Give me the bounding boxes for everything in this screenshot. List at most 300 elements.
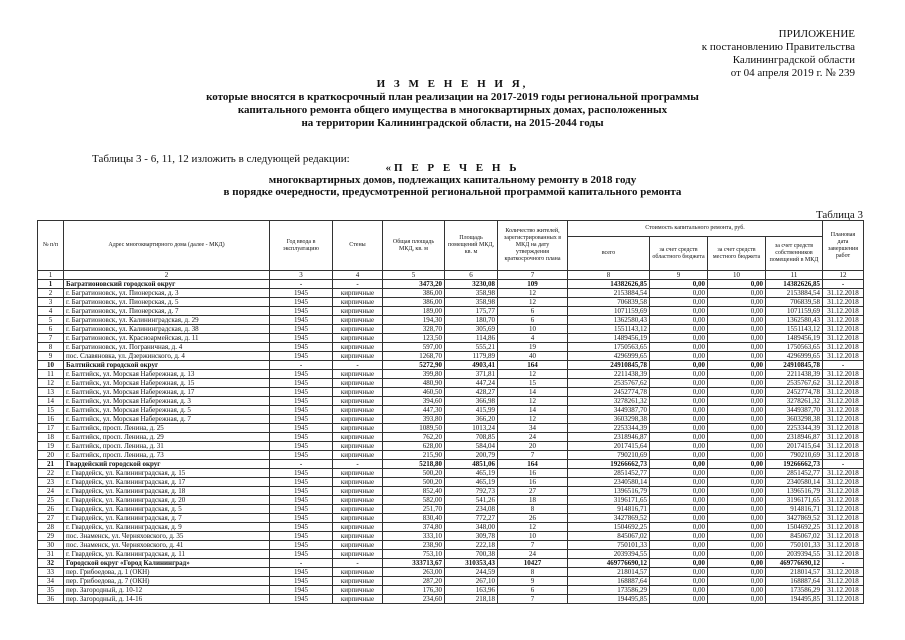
address-cell: г. Балтийск, ул. Морская Набережная, д. 5 xyxy=(64,406,270,415)
deadline-cell: - xyxy=(823,361,864,370)
address-cell: г. Гвардейск, ул. Калининградская, д. 20 xyxy=(64,496,270,505)
address-cell: г. Балтийск, ул. Морская Набережная, д. 7 xyxy=(64,415,270,424)
walls-cell: кирпичные xyxy=(333,442,383,451)
year-cell: 1945 xyxy=(270,352,333,361)
walls-cell: кирпичные xyxy=(333,334,383,343)
deadline-cell: 31.12.2018 xyxy=(823,451,864,460)
row-number: 34 xyxy=(38,577,64,586)
walls-cell: кирпичные xyxy=(333,406,383,415)
total-area-cell: 762,20 xyxy=(383,433,445,442)
cost-local-cell: 0,00 xyxy=(708,505,766,514)
cost-total-cell: 2318946,87 xyxy=(568,433,650,442)
walls-cell: кирпичные xyxy=(333,451,383,460)
year-cell: 1945 xyxy=(270,586,333,595)
room-area-cell: 772,27 xyxy=(445,514,498,523)
residents-cell: 24 xyxy=(498,433,568,442)
room-area-cell: 415,99 xyxy=(445,406,498,415)
cost-local-cell: 0,00 xyxy=(708,316,766,325)
year-cell: 1945 xyxy=(270,541,333,550)
row-number: 18 xyxy=(38,433,64,442)
table-row xyxy=(38,298,864,307)
deadline-cell: 31.12.2018 xyxy=(823,307,864,316)
walls-cell: кирпичные xyxy=(333,496,383,505)
row-number: 4 xyxy=(38,307,64,316)
table-row xyxy=(38,352,864,361)
deadline-cell: 31.12.2018 xyxy=(823,406,864,415)
deadline-cell: 31.12.2018 xyxy=(823,586,864,595)
room-area-cell: 305,69 xyxy=(445,325,498,334)
residents-cell: 8 xyxy=(498,505,568,514)
row-number: 14 xyxy=(38,397,64,406)
cost-total-cell: 2253344,39 xyxy=(568,424,650,433)
row-number: 27 xyxy=(38,514,64,523)
total-area-cell: 5272,90 xyxy=(383,361,445,370)
room-area-cell: 366,20 xyxy=(445,415,498,424)
cost-local-cell: 0,00 xyxy=(708,424,766,433)
cost-local-cell: 0,00 xyxy=(708,541,766,550)
total-area-cell: 234,60 xyxy=(383,595,445,604)
cost-regional-cell: 0,00 xyxy=(650,532,708,541)
cost-local-cell: 0,00 xyxy=(708,469,766,478)
cost-total-cell: 2851452,77 xyxy=(568,469,650,478)
cost-total-cell: 14382626,85 xyxy=(568,280,650,289)
row-number: 11 xyxy=(38,370,64,379)
row-number: 22 xyxy=(38,469,64,478)
cost-total-cell: 218014,57 xyxy=(568,568,650,577)
address-cell: г. Балтийск, ул. Морская Набережная, д. 13 xyxy=(64,370,270,379)
walls-cell: кирпичные xyxy=(333,568,383,577)
cost-regional-cell: 0,00 xyxy=(650,433,708,442)
walls-cell: кирпичные xyxy=(333,352,383,361)
total-area-cell: 480,90 xyxy=(383,379,445,388)
cost-regional-cell: 0,00 xyxy=(650,280,708,289)
cost-owners-cell: 3427869,52 xyxy=(766,514,823,523)
year-cell: 1945 xyxy=(270,478,333,487)
room-area-cell: 1179,89 xyxy=(445,352,498,361)
year-cell: 1945 xyxy=(270,577,333,586)
col-header-residents: Количество жителей, зарегистрированных в МКД на дату утверждения краткосрочного плана xyxy=(498,221,568,271)
residents-cell: 8 xyxy=(498,568,568,577)
list-subtitle-2: в порядке очередности, предусмотренной региональной программой капитального ремонта xyxy=(223,186,682,198)
total-area-cell: 1089,50 xyxy=(383,424,445,433)
total-area-cell: 500,20 xyxy=(383,478,445,487)
total-area-cell: 3473,20 xyxy=(383,280,445,289)
year-cell: 1945 xyxy=(270,487,333,496)
cost-owners-cell: 2452774,78 xyxy=(766,388,823,397)
cost-local-cell: 0,00 xyxy=(708,433,766,442)
residents-cell: 9 xyxy=(498,577,568,586)
room-area-cell: 114,86 xyxy=(445,334,498,343)
residents-cell: 14 xyxy=(498,388,568,397)
col-header-owners: за счет средств собственников помещений в МКД xyxy=(766,237,823,271)
cost-owners-cell: 2851452,77 xyxy=(766,469,823,478)
address-cell: пер. Загородный, д. 14-16 xyxy=(64,595,270,604)
col-header-deadline: Плановая дата завершения работ xyxy=(823,221,864,271)
table-row xyxy=(38,505,864,514)
deadline-cell: 31.12.2018 xyxy=(823,478,864,487)
col-number: 4 xyxy=(333,271,383,280)
address-cell: г. Балтийск, просп. Ленина, д. 25 xyxy=(64,424,270,433)
cost-local-cell: 0,00 xyxy=(708,280,766,289)
total-area-cell: 333,10 xyxy=(383,532,445,541)
col-header-regional: за счет средств областного бюджета xyxy=(650,237,708,271)
col-number: 2 xyxy=(64,271,270,280)
cost-owners-cell: 2318946,87 xyxy=(766,433,823,442)
table-row xyxy=(38,550,864,559)
subtotal-row xyxy=(38,559,864,568)
room-area-cell: 700,38 xyxy=(445,550,498,559)
residents-cell: 164 xyxy=(498,361,568,370)
walls-cell: кирпичные xyxy=(333,424,383,433)
table-row xyxy=(38,523,864,532)
table-row xyxy=(38,289,864,298)
total-area-cell: 189,00 xyxy=(383,307,445,316)
deadline-cell: 31.12.2018 xyxy=(823,442,864,451)
cost-total-cell: 1489456,19 xyxy=(568,334,650,343)
table-row xyxy=(38,379,864,388)
cost-total-cell: 469776690,12 xyxy=(568,559,650,568)
room-area-cell: 708,85 xyxy=(445,433,498,442)
cost-owners-cell: 1750563,65 xyxy=(766,343,823,352)
cost-owners-cell: 14382626,85 xyxy=(766,280,823,289)
cost-owners-cell: 1362580,43 xyxy=(766,316,823,325)
table-row xyxy=(38,325,864,334)
walls-cell: кирпичные xyxy=(333,316,383,325)
address-cell: г. Багратионовск, ул. Калининградская, д. 38 xyxy=(64,325,270,334)
cost-total-cell: 2211438,39 xyxy=(568,370,650,379)
total-area-cell: 393,80 xyxy=(383,415,445,424)
walls-cell: кирпичные xyxy=(333,397,383,406)
residents-cell: 19 xyxy=(498,343,568,352)
address-cell: г. Балтийск, ул. Морская Набережная, д. 17 xyxy=(64,388,270,397)
row-number: 9 xyxy=(38,352,64,361)
cost-total-cell: 2452774,78 xyxy=(568,388,650,397)
deadline-cell: 31.12.2018 xyxy=(823,415,864,424)
table-row xyxy=(38,532,864,541)
row-number: 12 xyxy=(38,379,64,388)
room-area-cell: 200,79 xyxy=(445,451,498,460)
table-body xyxy=(38,280,864,604)
address-cell: г. Гвардейск, ул. Калининградская, д. 9 xyxy=(64,523,270,532)
address-cell: Балтийский городской округ xyxy=(64,361,270,370)
deadline-cell: 31.12.2018 xyxy=(823,514,864,523)
room-area-cell: 358,98 xyxy=(445,289,498,298)
cost-owners-cell: 914816,71 xyxy=(766,505,823,514)
cost-local-cell: 0,00 xyxy=(708,415,766,424)
room-area-cell: 3230,08 xyxy=(445,280,498,289)
residents-cell: 109 xyxy=(498,280,568,289)
cost-local-cell: 0,00 xyxy=(708,451,766,460)
walls-cell: кирпичные xyxy=(333,469,383,478)
total-area-cell: 215,90 xyxy=(383,451,445,460)
room-area-cell: 584,04 xyxy=(445,442,498,451)
walls-cell: - xyxy=(333,361,383,370)
table-row xyxy=(38,514,864,523)
row-number: 10 xyxy=(38,361,64,370)
cost-local-cell: 0,00 xyxy=(708,361,766,370)
residents-cell: 12 xyxy=(498,415,568,424)
room-area-cell: 1013,24 xyxy=(445,424,498,433)
residents-cell: 15 xyxy=(498,379,568,388)
row-number: 17 xyxy=(38,424,64,433)
col-number: 7 xyxy=(498,271,568,280)
year-cell: 1945 xyxy=(270,514,333,523)
table-label: Таблица 3 xyxy=(815,209,863,221)
address-cell: г. Балтийск, ул. Морская Набережная, д. 15 xyxy=(64,379,270,388)
deadline-cell: 31.12.2018 xyxy=(823,487,864,496)
table-row xyxy=(38,469,864,478)
cost-total-cell: 168887,64 xyxy=(568,577,650,586)
year-cell: 1945 xyxy=(270,595,333,604)
cost-regional-cell: 0,00 xyxy=(650,460,708,469)
cost-total-cell: 3427869,52 xyxy=(568,514,650,523)
cost-total-cell: 750101,33 xyxy=(568,541,650,550)
year-cell: 1945 xyxy=(270,298,333,307)
room-area-cell: 4903,41 xyxy=(445,361,498,370)
walls-cell: кирпичные xyxy=(333,289,383,298)
cost-total-cell: 2017415,64 xyxy=(568,442,650,451)
subtotal-row xyxy=(38,460,864,469)
row-number: 26 xyxy=(38,505,64,514)
residents-cell: 4 xyxy=(498,334,568,343)
table-row xyxy=(38,595,864,604)
walls-cell: кирпичные xyxy=(333,298,383,307)
room-area-cell: 348,00 xyxy=(445,523,498,532)
cost-owners-cell: 168887,64 xyxy=(766,577,823,586)
deadline-cell: 31.12.2018 xyxy=(823,325,864,334)
year-cell: 1945 xyxy=(270,550,333,559)
cost-owners-cell: 1551143,12 xyxy=(766,325,823,334)
residents-cell: 10 xyxy=(498,532,568,541)
residents-cell: 16 xyxy=(498,478,568,487)
doc-subtitle xyxy=(0,91,905,130)
total-area-cell: 399,80 xyxy=(383,370,445,379)
room-area-cell: 366,98 xyxy=(445,397,498,406)
cost-owners-cell: 790210,69 xyxy=(766,451,823,460)
residents-cell: 6 xyxy=(498,307,568,316)
residents-cell: 164 xyxy=(498,460,568,469)
cost-owners-cell: 3449387,70 xyxy=(766,406,823,415)
cost-total-cell: 3449387,70 xyxy=(568,406,650,415)
address-cell: Городской округ «Город Калининград» xyxy=(64,559,270,568)
cost-owners-cell: 3196171,65 xyxy=(766,496,823,505)
cost-local-cell: 0,00 xyxy=(708,559,766,568)
cost-total-cell: 3603298,38 xyxy=(568,415,650,424)
cost-regional-cell: 0,00 xyxy=(650,397,708,406)
cost-owners-cell: 24910845,78 xyxy=(766,361,823,370)
room-area-cell: 267,10 xyxy=(445,577,498,586)
address-cell: пос. Славяновка, ул. Дзержинского, д. 4 xyxy=(64,352,270,361)
residents-cell: 18 xyxy=(498,496,568,505)
table-row xyxy=(38,397,864,406)
cost-local-cell: 0,00 xyxy=(708,334,766,343)
col-number: 9 xyxy=(650,271,708,280)
address-cell: г. Багратионовск, ул. Калининградская, д. 29 xyxy=(64,316,270,325)
total-area-cell: 238,90 xyxy=(383,541,445,550)
row-number: 32 xyxy=(38,559,64,568)
deadline-cell: 31.12.2018 xyxy=(823,469,864,478)
address-cell: г. Багратионовск, ул. Пионерская, д. 5 xyxy=(64,298,270,307)
deadline-cell: 31.12.2018 xyxy=(823,496,864,505)
cost-local-cell: 0,00 xyxy=(708,406,766,415)
room-area-cell: 555,21 xyxy=(445,343,498,352)
cost-total-cell: 845067,02 xyxy=(568,532,650,541)
table-row xyxy=(38,577,864,586)
row-number: 2 xyxy=(38,289,64,298)
year-cell: 1945 xyxy=(270,343,333,352)
col-header-room-area: Площадь помещений МКД, кв. м xyxy=(445,221,498,271)
total-area-cell: 447,30 xyxy=(383,406,445,415)
cost-total-cell: 1551143,12 xyxy=(568,325,650,334)
list-title: «П Е Р Е Ч Е Н Ь xyxy=(385,162,520,174)
total-area-cell: 328,70 xyxy=(383,325,445,334)
room-area-cell: 358,98 xyxy=(445,298,498,307)
total-area-cell: 1268,70 xyxy=(383,352,445,361)
cost-local-cell: 0,00 xyxy=(708,568,766,577)
cost-local-cell: 0,00 xyxy=(708,289,766,298)
row-number: 35 xyxy=(38,586,64,595)
address-cell: пер. Загородный, д. 10-12 xyxy=(64,586,270,595)
cost-local-cell: 0,00 xyxy=(708,325,766,334)
walls-cell: кирпичные xyxy=(333,379,383,388)
address-cell: г. Гвардейск, ул. Калининградская, д. 7 xyxy=(64,514,270,523)
room-area-cell: 310353,43 xyxy=(445,559,498,568)
year-cell: 1945 xyxy=(270,397,333,406)
cost-owners-cell: 2153884,54 xyxy=(766,289,823,298)
deadline-cell: 31.12.2018 xyxy=(823,577,864,586)
cost-total-cell: 2535767,62 xyxy=(568,379,650,388)
list-subtitle-1: многоквартирных домов, подлежащих капитальному ремонту в 2018 году xyxy=(268,174,637,186)
residents-cell: 27 xyxy=(498,487,568,496)
cost-local-cell: 0,00 xyxy=(708,478,766,487)
table-row xyxy=(38,568,864,577)
table-row xyxy=(38,406,864,415)
cost-regional-cell: 0,00 xyxy=(650,586,708,595)
cost-owners-cell: 845067,02 xyxy=(766,532,823,541)
address-cell: пер. Грибоедова, д. 7 (ОКН) xyxy=(64,577,270,586)
cost-regional-cell: 0,00 xyxy=(650,406,708,415)
row-number: 1 xyxy=(38,280,64,289)
address-cell: г. Балтийск, просп. Ленина, д. 31 xyxy=(64,442,270,451)
cost-owners-cell: 19266662,73 xyxy=(766,460,823,469)
cost-regional-cell: 0,00 xyxy=(650,550,708,559)
year-cell: 1945 xyxy=(270,505,333,514)
residents-cell: 12 xyxy=(498,289,568,298)
address-cell: г. Балтийск, просп. Ленина, д. 29 xyxy=(64,433,270,442)
total-area-cell: 582,00 xyxy=(383,496,445,505)
table-row xyxy=(38,442,864,451)
cost-local-cell: 0,00 xyxy=(708,550,766,559)
cost-local-cell: 0,00 xyxy=(708,388,766,397)
table-row xyxy=(38,334,864,343)
residents-cell: 7 xyxy=(498,595,568,604)
address-cell: пос. Знаменск, ул. Черняховского, д. 35 xyxy=(64,532,270,541)
column-number-row xyxy=(38,271,864,280)
total-area-cell: 263,00 xyxy=(383,568,445,577)
deadline-cell: 31.12.2018 xyxy=(823,298,864,307)
total-area-cell: 386,00 xyxy=(383,298,445,307)
cost-local-cell: 0,00 xyxy=(708,577,766,586)
room-area-cell: 244,59 xyxy=(445,568,498,577)
deadline-cell: 31.12.2018 xyxy=(823,316,864,325)
cost-regional-cell: 0,00 xyxy=(650,334,708,343)
cost-owners-cell: 2253344,39 xyxy=(766,424,823,433)
address-cell: пос. Знаменск, ул. Черняховского, д. 41 xyxy=(64,541,270,550)
walls-cell: кирпичные xyxy=(333,478,383,487)
total-area-cell: 251,70 xyxy=(383,505,445,514)
total-area-cell: 386,00 xyxy=(383,289,445,298)
deadline-cell: 31.12.2018 xyxy=(823,433,864,442)
walls-cell: кирпичные xyxy=(333,370,383,379)
residents-cell: 10 xyxy=(498,325,568,334)
cost-regional-cell: 0,00 xyxy=(650,316,708,325)
cost-regional-cell: 0,00 xyxy=(650,496,708,505)
cost-regional-cell: 0,00 xyxy=(650,415,708,424)
deadline-cell: 31.12.2018 xyxy=(823,532,864,541)
residents-cell: 20 xyxy=(498,442,568,451)
cost-total-cell: 2340580,14 xyxy=(568,478,650,487)
table-row xyxy=(38,451,864,460)
cost-local-cell: 0,00 xyxy=(708,523,766,532)
walls-cell: кирпичные xyxy=(333,523,383,532)
walls-cell: кирпичные xyxy=(333,415,383,424)
deadline-cell: - xyxy=(823,280,864,289)
year-cell: 1945 xyxy=(270,388,333,397)
cost-total-cell: 19266662,73 xyxy=(568,460,650,469)
cost-local-cell: 0,00 xyxy=(708,343,766,352)
cost-regional-cell: 0,00 xyxy=(650,478,708,487)
annex-line-3: Калининградской области xyxy=(732,54,855,66)
cost-regional-cell: 0,00 xyxy=(650,505,708,514)
annex-date: от 04 апреля 2019 г. № 239 xyxy=(730,67,855,79)
year-cell: - xyxy=(270,280,333,289)
room-area-cell: 222,18 xyxy=(445,541,498,550)
cost-regional-cell: 0,00 xyxy=(650,541,708,550)
cost-total-cell: 1504692,25 xyxy=(568,523,650,532)
residents-cell: 12 xyxy=(498,397,568,406)
year-cell: 1945 xyxy=(270,451,333,460)
year-cell: 1945 xyxy=(270,289,333,298)
total-area-cell: 830,40 xyxy=(383,514,445,523)
cost-regional-cell: 0,00 xyxy=(650,442,708,451)
cost-total-cell: 790210,69 xyxy=(568,451,650,460)
deadline-cell: 31.12.2018 xyxy=(823,541,864,550)
cost-regional-cell: 0,00 xyxy=(650,523,708,532)
col-header-total: всего xyxy=(568,237,650,271)
cost-regional-cell: 0,00 xyxy=(650,595,708,604)
walls-cell: кирпичные xyxy=(333,595,383,604)
address-cell: г. Багратионовск, ул. Пионерская, д. 3 xyxy=(64,289,270,298)
year-cell: - xyxy=(270,559,333,568)
cost-regional-cell: 0,00 xyxy=(650,370,708,379)
walls-cell: кирпичные xyxy=(333,541,383,550)
address-cell: пер. Грибоедова, д. 1 (ОКН) xyxy=(64,568,270,577)
residents-cell: 6 xyxy=(498,586,568,595)
total-area-cell: 194,30 xyxy=(383,316,445,325)
table-row xyxy=(38,487,864,496)
cost-total-cell: 1750563,65 xyxy=(568,343,650,352)
total-area-cell: 460,50 xyxy=(383,388,445,397)
address-cell: Гвардейский городской округ xyxy=(64,460,270,469)
cost-regional-cell: 0,00 xyxy=(650,289,708,298)
doc-subtitle-line-3: на территории Калининградской области, на 2015-2044 годы xyxy=(301,117,604,129)
deadline-cell: 31.12.2018 xyxy=(823,343,864,352)
cost-owners-cell: 2039394,55 xyxy=(766,550,823,559)
walls-cell: кирпичные xyxy=(333,505,383,514)
col-number: 3 xyxy=(270,271,333,280)
row-number: 21 xyxy=(38,460,64,469)
subtotal-row xyxy=(38,280,864,289)
